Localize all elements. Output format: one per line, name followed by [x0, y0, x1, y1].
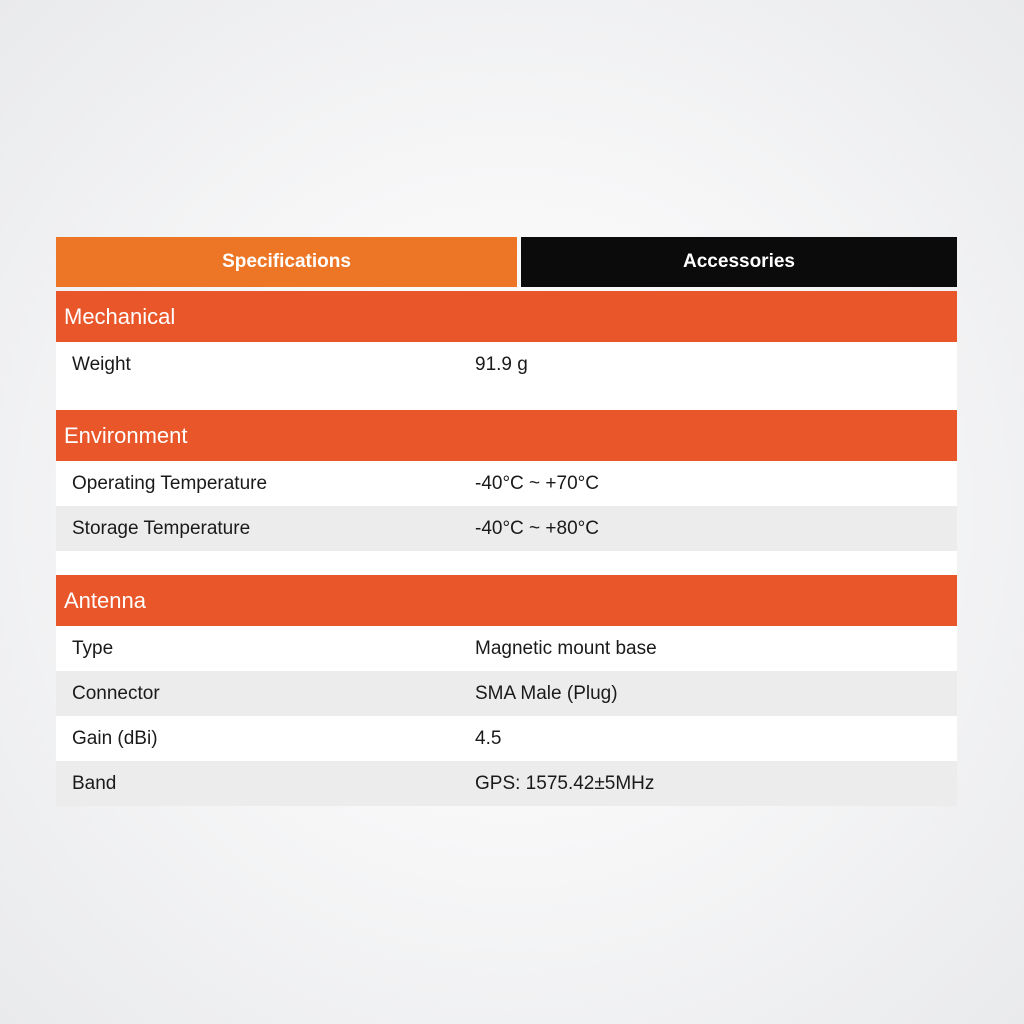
- spec-row: [56, 671, 957, 716]
- spec-row: [56, 461, 957, 506]
- spec-row: [56, 761, 957, 806]
- spec-label: Weight: [72, 354, 131, 375]
- section-header-antenna: Antenna: [56, 575, 957, 626]
- spec-row: [56, 342, 957, 388]
- spec-label: Gain (dBi): [72, 727, 158, 749]
- spec-value: -40°C ~ +70°C: [475, 472, 599, 494]
- section-header-environment: Environment: [56, 410, 957, 461]
- spec-row: [56, 506, 957, 551]
- section-header-mechanical: Mechanical: [56, 291, 957, 342]
- spec-value: GPS: 1575.42±5MHz: [475, 772, 655, 794]
- tab-bar: [56, 237, 957, 287]
- spec-row: [56, 626, 957, 671]
- spec-row: [56, 716, 957, 761]
- spec-label: Type: [72, 637, 114, 659]
- spec-value: -40°C ~ +80°C: [475, 517, 599, 539]
- spec-value: Magnetic mount base: [475, 637, 657, 659]
- spec-value: SMA Male (Plug): [475, 682, 618, 704]
- tab-specifications[interactable]: Specifications: [56, 237, 517, 287]
- spec-panel: [56, 237, 957, 806]
- tab-accessories[interactable]: Accessories: [521, 237, 957, 287]
- spec-row-blank: [56, 388, 957, 410]
- spec-row-blank: [56, 551, 957, 575]
- spec-value: 4.5: [475, 727, 502, 749]
- spec-label: Operating Temperature: [72, 472, 268, 494]
- spec-label: Storage Temperature: [72, 517, 251, 539]
- spec-value: 91.9 g: [475, 354, 528, 375]
- spec-label: Connector: [72, 682, 160, 704]
- spec-label: Band: [72, 772, 117, 794]
